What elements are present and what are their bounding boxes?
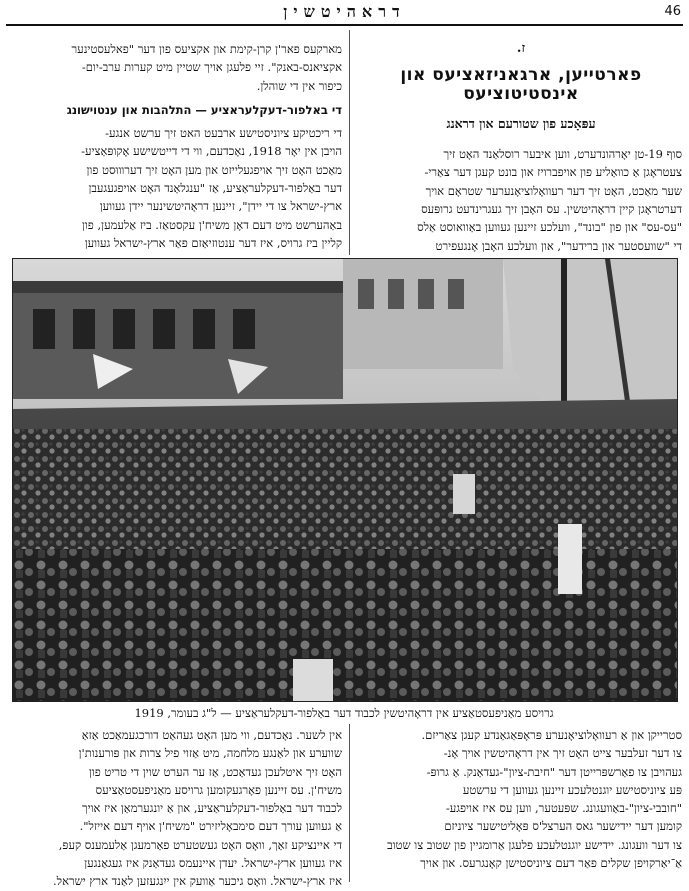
section-number: ז. — [516, 41, 526, 56]
text-line: אקציאנס-באנק". זיי פלעגן אויך שטיין מיט קערות ערב-יום- — [81, 60, 342, 75]
section-title: פארטייען, ארגאניזאציעס און אינסטיטוציעס — [400, 65, 642, 104]
section-subtitle: עפּאָכע פון שטורעם און דראנג — [446, 115, 596, 131]
subsection-heading: די באלפור-דעקלעראציע — התלהבות און ענטוישונג — [66, 102, 342, 117]
text-line: אַ־יאַרקויפן שקלים פאַר דעם ציוניסטישן קאָנגרעס. און אויך — [420, 856, 682, 871]
text-line: די "שוועסטער און ברידער", און וועלכע האָבן אָנגעפירט — [435, 238, 682, 253]
text-line: האָט זיך איטלעכן געדאַכט, אַז ער הערט שוין די טריט פון — [88, 764, 342, 779]
crowd-photograph — [12, 258, 678, 702]
text-line: די איינציקע זאַך, וואָס האָט געשטערט פאַרמעגן אַלעמענס קעפּ, — [58, 837, 342, 852]
text-line: צעטראָגן אַ כוואַליע פון אויפברויז און בונט קעגן דער צאַרי- — [424, 165, 682, 180]
text-line: "עס-עס" און פון "בונד", וועלכע זיינען געווען באַוואוסט אַלס — [417, 220, 682, 235]
text-line: הויבן אין יאָר 1918, נאָכדעם, ווי די דייטשישע אָקופּאַציע- — [81, 144, 342, 159]
left-bottom-column — [10, 726, 342, 891]
text-line: די ריכטיקע ציוניסטישע ארבעט האט זיך ערשט אנגע- — [105, 126, 342, 141]
text-line: צו דער וועגונג. יידישע יוגנטלעכע פלעגן אַרומגיין פון שטוב צו שטוב — [387, 837, 682, 852]
page-header — [6, 2, 683, 26]
text-line: געהויבן צו פאַרשפּרייטן דער "חיבת-ציון"-געדאַנק. אַ גרופּ- — [426, 764, 682, 779]
text-line: סטרייקן און אַ רעוואָלוציאָנערע פּראָפּאַגאַנדע קעגן צאַריזם. — [421, 728, 682, 742]
text-line: איז געווען ארץ-ישראל. יעדן איינעמס געדאַנק איז געגאַנגען — [84, 856, 342, 871]
text-line: "חובבי-ציון"-באַוועגונג. שפּעטער, ווען עס איז אויפגע- — [445, 801, 682, 816]
right-top-column — [360, 40, 682, 255]
column-divider — [349, 724, 350, 882]
running-title: דראהיטשין — [283, 2, 406, 21]
text-line: כיפור אין די שוהלן. — [256, 78, 342, 93]
photo-illustration — [13, 259, 677, 701]
text-line: באַהערשט מיט דעם דאָן משיח'ן עקסטאַז. ביז אַלעמען, פון — [81, 217, 342, 232]
right-bottom-column — [360, 726, 682, 872]
text-line: משיח'ן. עס זיינען פאָרגעקומען גרויסע מאַניפעסטאַציעס — [95, 782, 342, 797]
text-line: שער מאַכט, האָט זיך דער רעוואָלוציאָנערער שטראָם אויך — [425, 183, 682, 198]
text-line: מאַכט האָט זיך אויפגעלייזט און מען האָט זיך דערוווּסט פון — [86, 162, 342, 177]
text-line: שווערע און לאַנגע מלחמה, מיט אַזוי פיל צרות און פּורענות'ן — [78, 746, 342, 761]
text-line: קליין ביז גרויס, איז דער ענטוזיאַזם פאַר ארץ-ישראל געווען — [84, 235, 342, 250]
text-line: קומען דער יידישער גאס הערצל'ס פּאָליטישער ציוניזם — [444, 819, 682, 834]
text-line: ארץ-ישראל צו די יידן", זיינען דראָהיטשינער יידן געווען — [99, 199, 342, 214]
text-line: מארקעס פאר'ן קרן-קימת און אקציעס פון דער "פאלעסטינער — [71, 42, 342, 56]
text-line: אַ געווען עורך דעם סימבאָליזירט "משיח'ן אויף דעם אייזל". — [79, 819, 342, 834]
text-line: לכבוד דער באַלפור-דעקלעראַציע, און אַ יונגערמאַן איז אויך — [81, 801, 342, 816]
text-line: דער באַלפור-דעקלעראַציע, אַז "ענגלאַנד האָט אויפגעגעבן — [88, 181, 342, 196]
page-number: 46 — [664, 4, 681, 19]
text-line: פּע ציוניסטישע יוגנטלעכע זיינען געווען די ערשטע — [462, 782, 682, 797]
column-divider — [349, 30, 350, 255]
text-line: סוף 19-טן יאָרהונדערט, ווען איבער רוסלאַנד האָט זיך — [443, 147, 682, 162]
text-line: דערטראָגן קיין דראָהיטשין. עס האָבן זיך געגרינדעט גרופּעס — [421, 202, 682, 217]
text-line: צו דער זעלבער צייט האָט זיך אין דראָהיטשין אויך אָנ- — [443, 746, 682, 761]
text-line: איז ארץ-ישראל. וואָס גיכער אַוועק אין ייִנגעזען לאַנד ארץ ישראל. — [53, 874, 342, 889]
photo-caption: גרויסע מאַניפעסטאַציע אין דראָהיטשין לכבוד דער באַלפור-דעקלעראַציע — ל"ג בעומר, 1919 — [134, 706, 554, 720]
text-line: אין לשער. נאָכדעם, ווי מען האָט געהאַט דורכגעמאַכט אַזאַ — [81, 728, 342, 742]
left-top-column — [10, 40, 342, 252]
